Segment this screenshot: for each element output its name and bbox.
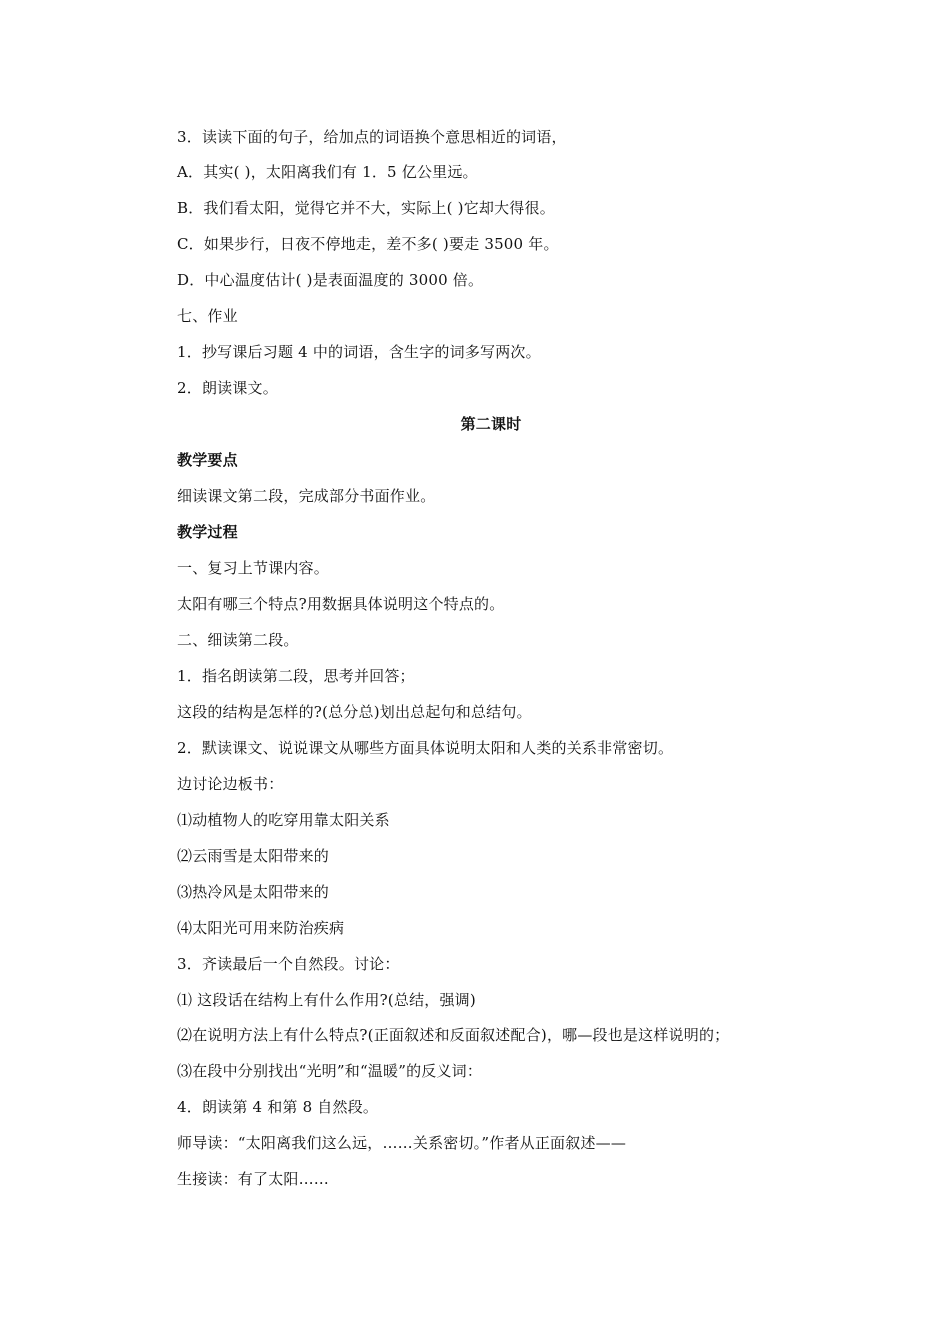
step-2-item-2: 2．默读课文、说说课文从哪些方面具体说明太阳和人类的关系非常密切。 <box>177 739 674 757</box>
board-writing-label: 边讨论边板书： <box>177 775 284 793</box>
board-item-4: ⑷太阳光可用来防治疾病 <box>177 919 345 937</box>
student-reading: 生接读：有了太阳…… <box>177 1170 330 1188</box>
homework-item-2: 2．朗读课文。 <box>177 379 278 397</box>
teaching-process-heading: 教学过程 <box>177 523 238 541</box>
lesson-title: 第二课时 <box>460 415 522 433</box>
step-2-item-1: 1．指名朗读第二段，思考并回答； <box>177 667 415 685</box>
teaching-points-heading: 教学要点 <box>177 451 238 469</box>
board-item-3: ⑶热冷风是太阳带来的 <box>177 883 330 901</box>
exercise-3-instruction: 3．读读下面的句子，给加点的词语换个意思相近的词语， <box>177 128 567 146</box>
sentence-b: B．我们看太阳，觉得它并不大，实际上( )它却大得很。 <box>177 199 555 217</box>
homework-item-1: 1．抄写课后习题 4 中的词语，含生字的词多写两次。 <box>177 343 541 361</box>
step-2-item-4: 4．朗读第 4 和第 8 自然段。 <box>177 1098 379 1116</box>
homework-heading: 七、作业 <box>177 307 238 325</box>
step-2-item-1-question: 这段的结构是怎样的?(总分总)划出总起句和总结句。 <box>177 703 532 721</box>
step-2-item-3: 3．齐读最后一个自然段。讨论： <box>177 955 400 973</box>
discussion-2: ⑵在说明方法上有什么特点?(正面叙述和反面叙述配合)，哪—段也是这样说明的； <box>177 1026 730 1044</box>
step-1-question: 太阳有哪三个特点?用数据具体说明这个特点的。 <box>177 595 505 613</box>
board-item-2: ⑵云雨雪是太阳带来的 <box>177 847 330 865</box>
sentence-d: D．中心温度估计( )是表面温度的 3000 倍。 <box>177 271 484 289</box>
discussion-3: ⑶在段中分别找出“光明”和“温暖”的反义词： <box>177 1062 483 1080</box>
teaching-points-text: 细读课文第二段，完成部分书面作业。 <box>177 487 436 505</box>
step-1-heading: 一、复习上节课内容。 <box>177 559 330 577</box>
discussion-1: ⑴ 这段话在结构上有什么作用?(总结，强调) <box>177 991 476 1009</box>
sentence-c: C．如果步行，日夜不停地走，差不多( )要走 3500 年。 <box>177 235 559 253</box>
sentence-a: A．其实( )，太阳离我们有 1．5 亿公里远。 <box>177 163 478 181</box>
board-item-1: ⑴动植物人的吃穿用靠太阳关系 <box>177 811 390 829</box>
step-2-heading: 二、细读第二段。 <box>177 631 299 649</box>
teacher-reading: 师导读：“太阳离我们这么远，……关系密切。”作者从正面叙述—— <box>177 1134 627 1152</box>
